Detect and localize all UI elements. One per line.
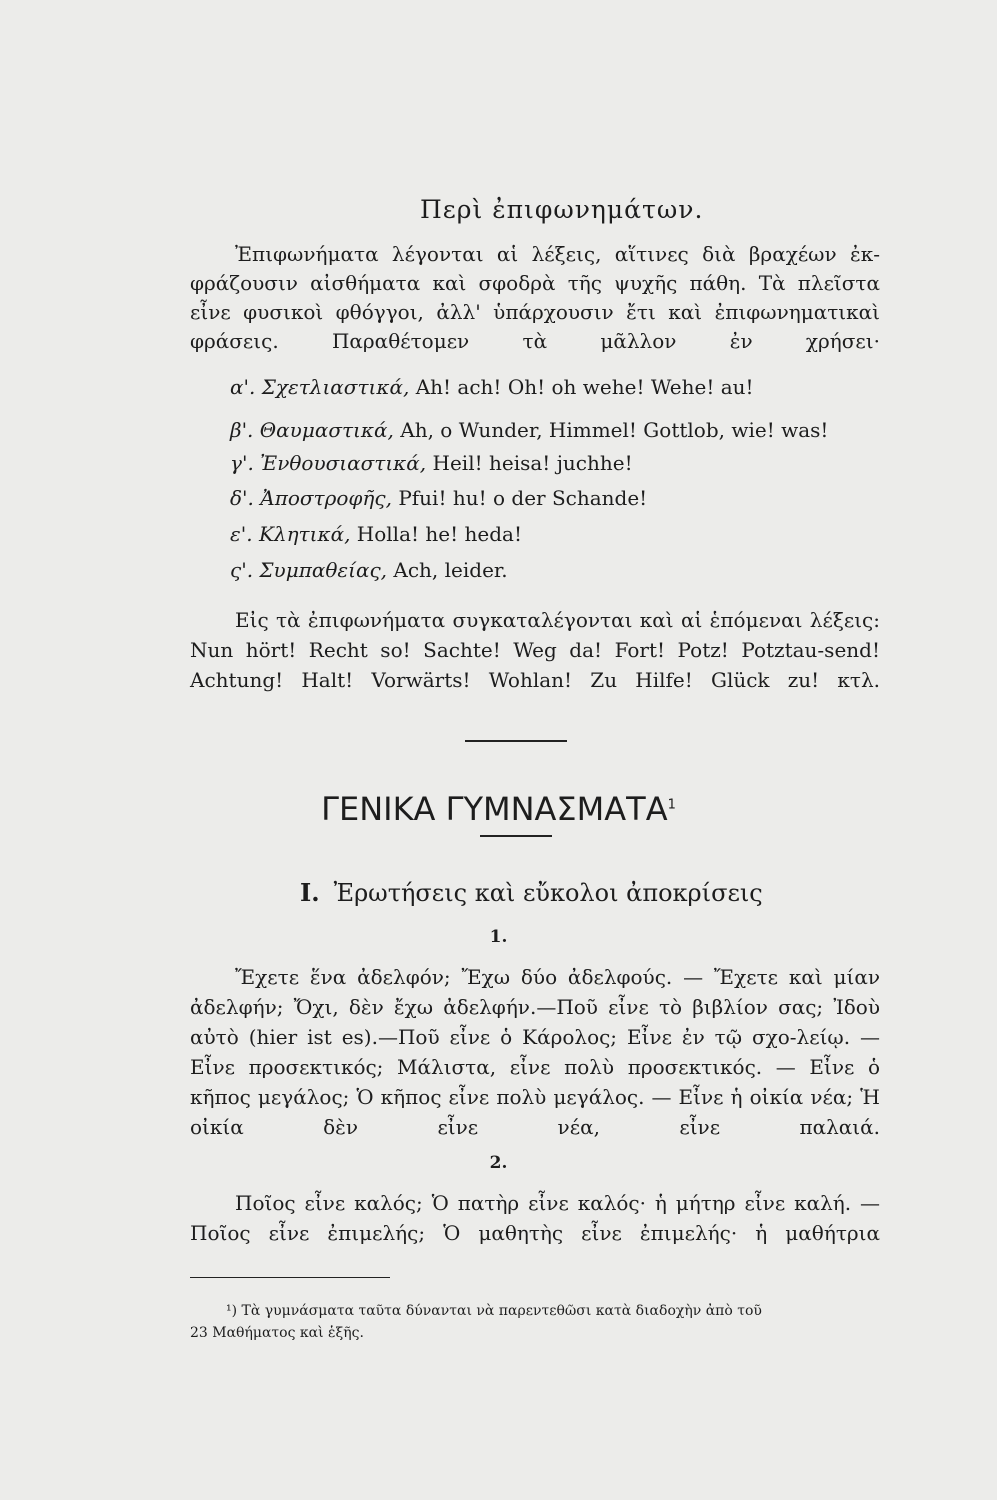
section-title: Ἐρωτήσεις καὶ εὔκολοι ἀποκρίσεις bbox=[333, 879, 763, 907]
exercise-1-text: Ἔχετε ἕνα ἀδελφόν; Ἔχω δύο ἀδελφούς. — Ἔχετε καὶ μίαν ἀδελφήν; Ὄχι, δὲν ἔχω ἀδελφήν.—Ποῦ εἶνε τὸ βιβλίον σας; Ἰδοὺ αὐτὸ (hier ist es).—Ποῦ εἶνε ὁ Κάρολος; Εἶνε ἐν τῷ σχο-λείῳ. — Εἶνε προσεκτικός; Μάλιστα, εἶνε πολὺ προσεκτικός. — Εἶνε ὁ κῆπος μεγάλος; Ὁ κῆπος εἶνε πολὺ μεγάλος. — Εἶνε ἡ οἰκία νέα; Ἡ οἰκία δὲν εἶνε νέα, εἶνε παλαιά. bbox=[190, 965, 880, 1139]
footnote-text: Τὰ γυμνάσματα ταῦτα δύνανται νὰ παρεντεθῶσι κατὰ διαδοχὴν ἀπὸ τοῦ bbox=[241, 1303, 762, 1319]
divider-rule-bottom bbox=[480, 835, 552, 837]
interjection-label: ς'. Συμπαθείας, bbox=[230, 558, 388, 582]
interjection-label: δ'. Ἀποστροφῆς, bbox=[230, 486, 392, 510]
interjection-label: α'. Σχετλιαστικά, bbox=[230, 375, 410, 399]
footnote bbox=[190, 1300, 890, 1344]
footnote-marker: ¹) bbox=[226, 1303, 238, 1319]
interjection-label: γ'. Ἐνθουσιαστικά, bbox=[230, 451, 427, 475]
interjection-label: β'. Θαυμαστικά, bbox=[230, 418, 394, 442]
interjection-line-6 bbox=[230, 558, 508, 582]
also-included-paragraph: Εἰς τὰ ἐπιφωνήματα συγκαταλέγονται καὶ αἱ ἑπόμεναι λέξεις: Nun hört! Recht so! Sachte! Weg da! Fort! Potz! Potztau-send! Achtung! Halt! Vorwärts! Wohlan! Zu Hilfe! Glück zu! κτλ. bbox=[190, 608, 880, 692]
main-title-footnote-ref: 1 bbox=[667, 797, 676, 813]
interjection-examples: Heil! heisa! juchhe! bbox=[432, 451, 633, 475]
section-heading-I bbox=[300, 878, 763, 907]
exercise-number-2: 2. bbox=[489, 1153, 508, 1173]
footnote-rule bbox=[190, 1277, 390, 1278]
exercise-number-1: 1. bbox=[489, 927, 508, 947]
footnote-text-line-2: 23 Μαθήματος καὶ ἑξῆς. bbox=[190, 1325, 364, 1341]
exercise-2-text: Ποῖος εἶνε καλός; Ὁ πατὴρ εἶνε καλός· ἡ μήτηρ εἶνε καλή. — Ποῖος εἶνε ἐπιμελής; Ὁ μαθητὴς εἶνε ἐπιμελής· ἡ μαθήτρια bbox=[190, 1191, 880, 1245]
main-title-text: ΓΕΝΙΚΑ ΓΥΜΝΑΣΜΑΤΑ bbox=[321, 790, 668, 828]
intro-paragraph: Ἐπιφωνήματα λέγονται αἱ λέξεις, αἵτινες διὰ βραχέων ἐκ-φράζουσιν αἰσθήματα καὶ σφοδρὰ τῆς ψυχῆς πάθη. Τὰ πλεῖστα εἶνε φυσικοὶ φθόγγοι, ἀλλ' ὑπάρχουσιν ἔτι καὶ ἐπιφωνηματικαὶ φράσεις. Παραθέτομεν τὰ μᾶλλον ἐν χρήσει· bbox=[190, 242, 880, 353]
section-number: I. bbox=[300, 878, 320, 907]
interjection-examples: Pfui! hu! o der Schande! bbox=[398, 486, 648, 510]
interjection-line-3 bbox=[230, 451, 633, 475]
main-title bbox=[0, 790, 997, 828]
divider-rule-top bbox=[465, 740, 567, 742]
interjection-line-1 bbox=[230, 375, 754, 399]
interjection-line-2 bbox=[230, 418, 828, 442]
section-heading-interjections: Περὶ ἐπιφωνημάτων. bbox=[420, 195, 704, 224]
interjection-examples: Ach, leider. bbox=[393, 558, 508, 582]
interjection-examples: Ah, o Wunder, Himmel! Gottlob, wie! was! bbox=[400, 418, 829, 442]
interjection-examples: Ah! ach! Oh! oh wehe! Wehe! au! bbox=[415, 375, 754, 399]
interjection-examples: Holla! he! heda! bbox=[356, 522, 522, 546]
interjection-label: ε'. Κλητικά, bbox=[230, 522, 351, 546]
interjection-line-5 bbox=[230, 522, 522, 546]
interjection-line-4 bbox=[230, 486, 647, 510]
